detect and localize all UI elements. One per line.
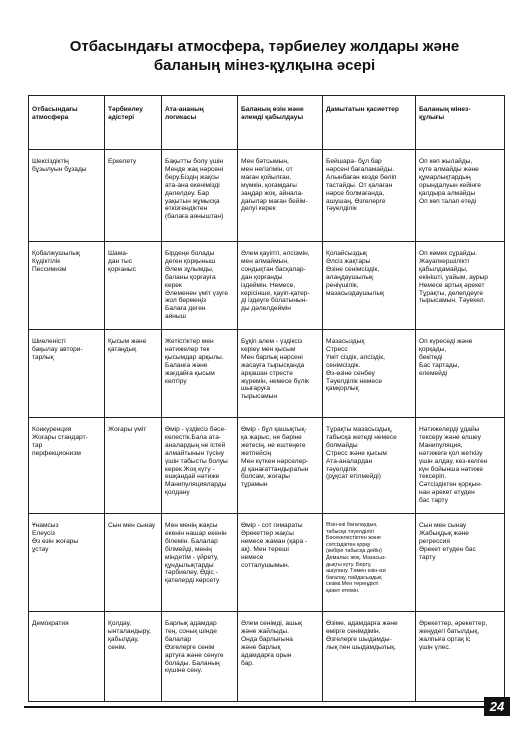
- cell-text-line: Демалыс жоқ. Мазасыз-: [326, 554, 387, 561]
- cell-text-line: немесе: [241, 553, 264, 561]
- cell-text-line: Менде жақ нәрсені: [165, 165, 224, 173]
- cell-text-line: алмайтынын түсіну: [165, 449, 225, 457]
- cell-text-line: тарту: [419, 553, 436, 561]
- cell-text-line: тырысамын: [241, 393, 278, 401]
- cell-text-line: регрессия: [419, 537, 450, 545]
- table-cell: [162, 330, 238, 418]
- cell-text-line: мазасыздаушылық: [326, 289, 384, 297]
- cell-text-line: қажет етемін.: [326, 587, 360, 594]
- cell-text-line: Бас тартады,: [419, 361, 460, 369]
- cell-text-line: жетпейсің: [241, 449, 272, 457]
- cell-text-line: Қолайсыздық: [326, 250, 367, 257]
- cell-text-line: Қобалжушылық: [32, 250, 80, 257]
- cell-text-line: керісінше, қауіп-қатер-: [241, 289, 310, 297]
- cell-text-line: Өмір - бұл қашықтық-: [241, 426, 307, 433]
- cell-text-line: орындалуын кейінге: [419, 181, 481, 189]
- column-header-line: Ата-ананың: [165, 106, 204, 113]
- table-cell: [162, 242, 238, 330]
- cell-text-line: Демократия: [32, 620, 69, 627]
- cell-text-line: Оп күреседі және: [419, 338, 473, 345]
- table-cell: [416, 330, 505, 418]
- table-cell: [29, 150, 105, 242]
- cell-text-line: сенім.: [108, 643, 127, 651]
- cell-text-line: нәтижеге қол жеткізу: [419, 449, 483, 457]
- cell-text-line: қа жарыс, не бәріне: [241, 433, 302, 441]
- cell-text-line: тәрбиелеу, Өдіс -: [165, 569, 218, 577]
- cell-text-line: қорғаныс: [108, 265, 136, 273]
- cell-text-line: ды дәлелдеймін: [241, 305, 291, 313]
- table-cell: [105, 418, 162, 514]
- cell-text-line: Оп көп жылайды,: [419, 158, 473, 165]
- cell-text-line: жол бермеңіз: [165, 297, 206, 305]
- cell-text-line: Тұрақты, делелдеуге: [419, 289, 484, 297]
- table-cell: [416, 612, 505, 702]
- cell-text-line: қабылдау,: [108, 635, 139, 643]
- table-cell: [323, 514, 416, 612]
- cell-text-line: беру.Біздің жақсы: [165, 173, 219, 181]
- cell-text-line: Өзіме, адамдарға және: [326, 620, 398, 627]
- column-header-line: әлемді қабылдауы: [241, 113, 304, 121]
- cell-text-line: және барлық: [241, 643, 281, 651]
- cell-text-line: Шама-: [108, 250, 129, 257]
- cell-text-line: іздеймін. Немесе,: [241, 281, 296, 289]
- table-cell: [162, 612, 238, 702]
- cell-text-line: сезімі.Мен тереңдікті: [326, 581, 379, 588]
- cell-text-line: Конкуренция: [32, 426, 72, 433]
- table-cell: [238, 514, 323, 612]
- cell-text-line: Мазасыздық: [326, 338, 365, 345]
- cell-text-line: дәлелдеу. Бар: [165, 189, 210, 197]
- cell-text-line: үшін табысты болуы: [165, 457, 228, 465]
- cell-text-line: білемін. Балалар: [165, 537, 218, 545]
- cell-text-line: күте алмайды және: [419, 165, 479, 173]
- cell-text-line: маған қойылған,: [241, 173, 292, 181]
- table-row: [29, 514, 505, 612]
- cell-text-line: болмайды: [326, 441, 358, 449]
- cell-text-line: Сын мен сынау: [108, 522, 156, 529]
- cell-text-line: Өзіне сенімсіздік,: [326, 265, 380, 273]
- cell-text-line: баланы қорғауға: [165, 273, 216, 281]
- table-cell: [162, 418, 238, 514]
- cell-text-line: бас тарту: [419, 497, 448, 505]
- column-header: [29, 96, 105, 150]
- cell-text-line: келтіру: [165, 377, 187, 385]
- cell-text-line: қабылдамайды,: [419, 265, 468, 273]
- table-cell: [29, 514, 105, 612]
- table-cell: [238, 418, 323, 514]
- cell-text-line: жүремін, немесе бүлік: [241, 377, 309, 385]
- cell-text-line: аналардың не істей: [165, 441, 226, 449]
- cell-text-line: Ата-аналардан: [326, 457, 373, 465]
- cell-text-line: Тәуелділік немесе: [326, 377, 383, 385]
- table-cell: [323, 150, 416, 242]
- cell-text-line: Пессимизм: [32, 265, 67, 273]
- cell-text-line: керіеу мен қысым: [241, 345, 296, 353]
- table-row: [29, 418, 505, 514]
- cell-text-line: Үміт сіздік, апсіздік,: [326, 353, 385, 361]
- table-cell: [105, 242, 162, 330]
- cell-text-line: (көбіре табысқа дейін): [326, 548, 382, 555]
- cell-text-line: реніүшілік,: [326, 281, 359, 289]
- table-row: [29, 330, 505, 418]
- cell-text-line: Мен күткен нәрселер-: [241, 457, 309, 465]
- cell-text-line: тәуелділік: [326, 205, 357, 213]
- cell-text-line: балалар: [165, 635, 191, 643]
- cell-text-line: болады. Баланың: [165, 659, 220, 667]
- table-row: [29, 612, 505, 702]
- cell-text-line: қолдану: [165, 489, 190, 497]
- cell-text-line: перфекционизм: [32, 449, 81, 457]
- cell-text-line: Шиеленісті: [32, 338, 66, 345]
- footer-rule: [24, 706, 484, 708]
- cell-text-line: ді қанағаттандыратын: [241, 465, 309, 473]
- cell-text-line: бағалау, пайдасыздық: [326, 574, 382, 581]
- cell-text-line: тұрамын: [241, 481, 268, 489]
- table-cell: [238, 330, 323, 418]
- column-header: [238, 96, 323, 150]
- cell-text-line: Бірдеңе болады: [165, 250, 215, 257]
- cell-text-line: күшіне сену.: [165, 667, 203, 675]
- table-cell: [238, 242, 323, 330]
- cell-text-line: Сәтсіздіктен қорқын-: [419, 481, 483, 489]
- cell-text-line: Оп көмек сұрайды.: [419, 250, 478, 257]
- cell-text-line: тексеру және елшеу: [419, 433, 481, 441]
- cell-text-line: бар.: [241, 659, 254, 667]
- table-cell: [416, 150, 505, 242]
- table-cell: [29, 418, 105, 514]
- cell-text-line: Немесе артық әрекет: [419, 281, 485, 289]
- cell-text-line: Жабықдық және: [419, 529, 469, 537]
- cell-text-line: Барлық адамдар: [165, 620, 217, 627]
- cell-text-line: Әрекеттер жақсы: [241, 529, 294, 537]
- cell-text-line: Стресс және қысым: [326, 449, 387, 457]
- cell-text-line: лық пен шыдамдылық.: [326, 643, 396, 651]
- cell-text-line: алаңдаушылық: [326, 273, 374, 281]
- cell-text-line: тырысамын. Тәуекел.: [419, 297, 486, 305]
- cell-text-line: Әрекет етуден бас: [419, 545, 476, 553]
- cell-text-line: Бәсекелестіктен және: [326, 535, 381, 542]
- column-header-line: логикасы: [165, 113, 197, 121]
- cell-text-line: мен негізгімін, от: [241, 165, 293, 173]
- cell-text-line: (рұқсат етілмейді): [326, 473, 381, 481]
- cell-text-line: Күдіктілік: [32, 257, 61, 265]
- table-cell: [105, 150, 162, 242]
- cell-text-line: Еркелету: [108, 158, 137, 165]
- table-cell: [416, 418, 505, 514]
- cell-text-line: Өзгелерге шыдамды-: [326, 635, 392, 643]
- cell-text-line: жағдайға қысым: [165, 369, 215, 377]
- cell-text-line: сенімсіздік.: [326, 361, 361, 369]
- cell-text-line: аяныш: [165, 313, 186, 321]
- cell-text-line: ешқандай нәтиже: [165, 473, 220, 481]
- cell-text-line: Әлсіз жақтары: [326, 257, 371, 265]
- cell-text-line: табысқа жетеді немесе: [326, 433, 397, 441]
- cell-text-line: тексеріп.: [419, 473, 447, 481]
- cell-text-line: Мен барлық нәрсені: [241, 353, 303, 361]
- cell-text-line: қатаңдық: [108, 345, 137, 353]
- cell-text-line: бұзылуын бұзады: [32, 165, 87, 173]
- cell-text-line: құндылықтарды: [165, 561, 214, 569]
- cell-text-line: және жайлыды.: [241, 627, 289, 635]
- cell-text-line: нәтижелер тек: [165, 345, 210, 353]
- cell-text-line: Манипуляцияларды: [165, 481, 227, 489]
- cell-text-line: қателерді көрсету: [165, 577, 220, 585]
- cell-text-line: Жетістіктер мен: [165, 338, 214, 345]
- column-header-line: Баланың өзін және: [241, 106, 304, 113]
- cell-text-line: міндетім - үйрету,: [165, 553, 219, 561]
- cell-text-line: Онда барлығына: [241, 635, 293, 643]
- column-header: [105, 96, 162, 150]
- table-cell: [29, 242, 105, 330]
- cell-text-line: Алынбаған кезде бөліп: [326, 173, 397, 181]
- cell-text-line: нәрсені бағаламайды.: [326, 165, 395, 173]
- cell-text-line: делуі керек: [241, 205, 276, 213]
- cell-text-line: дан қорғанды: [241, 273, 283, 281]
- cell-text-line: Өмір - сот гимараты: [241, 522, 303, 529]
- cell-text-line: Шексіздіктің: [32, 158, 69, 165]
- cell-text-line: Мен менің жақсы: [165, 522, 218, 529]
- table-cell: [323, 418, 416, 514]
- table-cell: [323, 242, 416, 330]
- cell-text-line: Өзгелерге сенім: [165, 643, 215, 651]
- cell-text-line: уақытын жұмысқа: [165, 197, 220, 205]
- cell-text-line: екенін нашар екенін: [165, 529, 227, 537]
- cell-text-line: күн бойынша нәтиже: [419, 465, 484, 473]
- cell-text-line: тар: [32, 441, 43, 449]
- cell-text-line: Қысым және: [108, 338, 147, 345]
- column-header: [162, 96, 238, 150]
- cell-text-line: Бейшара- бұл бар: [326, 158, 382, 165]
- cell-text-line: құмарлықтардың: [419, 173, 471, 181]
- column-header-line: Отбасындағы: [32, 106, 78, 113]
- cell-text-line: Әлем зұлымды,: [165, 265, 214, 273]
- cell-text-line: дағылар маған бейім-: [241, 197, 308, 205]
- cell-text-line: бекітеді: [419, 353, 443, 361]
- cell-text-line: тәуелділік: [326, 465, 357, 473]
- cell-text-line: дан тыс: [108, 257, 133, 265]
- cell-text-line: заңдар жоқ, айнала-: [241, 189, 304, 197]
- cell-text-line: қысымдар арқылы.: [165, 353, 224, 361]
- table-cell: [105, 330, 162, 418]
- table-cell: [162, 514, 238, 612]
- cell-text-line: жасауға тырысқанда: [241, 361, 305, 369]
- cell-text-line: ата-ана екенімізді: [165, 181, 220, 189]
- cell-text-line: нан әрекет етуден: [419, 489, 475, 497]
- cell-text-line: тең, сонық шінде: [165, 627, 217, 635]
- cell-text-line: Жоғары үміт: [108, 426, 147, 433]
- table-header-row: [29, 96, 505, 150]
- cell-text-line: Өзін-өзі бағалаудың: [326, 522, 377, 528]
- cell-text-line: қорқады,: [419, 345, 447, 353]
- cell-text-line: ұстау: [32, 545, 49, 553]
- cell-text-line: дықты күту. Берту,: [326, 561, 372, 568]
- table-body: [29, 150, 505, 702]
- cell-text-line: үшін үлес.: [419, 643, 451, 651]
- cell-text-line: тастайды. От қалаған: [326, 181, 393, 189]
- cell-text-line: Өмір - үздіксіз бәсе-: [165, 426, 227, 433]
- cell-text-line: өткізгендіктен: [165, 205, 208, 213]
- cell-text-line: қамқорлық: [326, 385, 359, 393]
- cell-text-line: бақылау автори-: [32, 345, 83, 353]
- cell-text-line: ашушаң, Өзгелерге: [326, 197, 386, 205]
- table-cell: [238, 150, 323, 242]
- column-header-line: әдістері: [108, 113, 135, 121]
- cell-text-line: Бақытты болу үшін: [165, 158, 224, 165]
- cell-text-line: ашулану. Төмен өзін-өзі: [326, 568, 386, 575]
- cell-text-line: Жауапкершілікті: [419, 257, 470, 265]
- cell-text-line: мүмкін, қоғамдағы: [241, 181, 297, 189]
- cell-text-line: ынталандыру,: [108, 627, 151, 635]
- cell-text-line: білмейді, менің: [165, 545, 212, 553]
- cell-text-line: екінішті, уайым, аурыр: [419, 273, 488, 281]
- cell-text-line: Балаға деген: [165, 305, 206, 313]
- table-cell: [416, 242, 505, 330]
- cell-text-line: мен алмаймын,: [241, 257, 289, 265]
- page-title: [20, 37, 509, 75]
- cell-text-line: жеңудегі батылдық,: [419, 627, 480, 635]
- table-cell: [105, 612, 162, 702]
- cell-text-line: Өз-өзіне сенбеу: [326, 369, 375, 377]
- comparison-table: [28, 95, 505, 702]
- cell-text-line: Баланға және: [165, 361, 208, 369]
- cell-text-line: артуға және сенуге: [165, 651, 224, 659]
- table-cell: [29, 612, 105, 702]
- cell-text-line: шығаруға: [241, 385, 271, 393]
- column-header: [416, 96, 505, 150]
- cell-text-line: Тұрақты мазасыздық,: [326, 426, 393, 433]
- cell-text-line: нәрсе болмағанда,: [326, 189, 385, 197]
- cell-text-line: Әрекеттер, әрекеттер,: [419, 620, 488, 627]
- cell-text-line: ақ). Мен тереші: [241, 545, 289, 553]
- page-number: 24: [484, 697, 510, 716]
- table-row: [29, 242, 505, 330]
- column-header: [323, 96, 416, 150]
- cell-text-line: (балаға аяныштан): [165, 213, 224, 221]
- cell-text-line: немесе жаман (қара -: [241, 537, 308, 545]
- page-title-line: Отбасындағы атмосфера, тәрбиелеу жолдары және: [69, 38, 460, 55]
- column-header-line: Тәрбиелеу: [108, 106, 143, 113]
- cell-text-line: Өз өзін жоғары: [32, 537, 79, 545]
- cell-text-line: Әлеменен үміт үзуге: [165, 289, 229, 297]
- cell-text-line: қалдыра алмайды: [419, 189, 476, 197]
- cell-text-line: үшін алдау, кез-келген: [419, 457, 488, 465]
- table-cell: [162, 150, 238, 242]
- cell-text-line: Әлем сенімді, ашық: [241, 620, 303, 627]
- cell-text-line: сотталушымын.: [241, 561, 290, 569]
- cell-text-line: керек.Жоқ күту -: [165, 465, 215, 473]
- cell-text-line: жалпыға ортақ іс: [419, 635, 471, 643]
- cell-text-line: ді іздеуге болатынын-: [241, 297, 308, 305]
- cell-text-line: жетесің, не ештеңеге: [241, 441, 306, 449]
- cell-text-line: Ұнамсыз: [32, 522, 59, 529]
- table-cell: [105, 514, 162, 612]
- cell-text-line: табысқа тәуелділігі: [326, 528, 374, 535]
- cell-text-line: Жоғары стандарт-: [32, 433, 88, 441]
- cell-text-line: Мен бәтсымын,: [241, 158, 289, 165]
- column-header-line: Баланың мінез-: [419, 106, 471, 113]
- cell-text-line: келестік.Бала ата-: [165, 433, 222, 441]
- cell-text-line: Стресс: [326, 345, 348, 353]
- cell-text-line: Елеусіз: [32, 529, 55, 537]
- table-cell: [323, 330, 416, 418]
- cell-text-line: Әлем қауіпті, әлсізмін,: [241, 250, 310, 257]
- page-title-line: баланың мінез-құлқына әсері: [153, 57, 376, 74]
- table-row: [29, 150, 505, 242]
- cell-text-line: Нәтижелерді ұдайы: [419, 426, 480, 433]
- cell-text-line: елемейді: [419, 369, 448, 377]
- cell-text-line: Оп көп талап етеді: [419, 197, 477, 205]
- cell-text-line: сәтсіздіктен қорқу: [326, 541, 371, 548]
- cell-text-line: өмірге сенімдімін.: [326, 627, 381, 635]
- table-cell: [29, 330, 105, 418]
- cell-text-line: арқашан стресте: [241, 369, 293, 377]
- cell-text-line: Сын мен сынау: [419, 522, 467, 529]
- cell-text-line: деген қорқыныш: [165, 257, 216, 265]
- column-header-line: құлығы: [419, 113, 445, 121]
- cell-text-line: болсам, жоғары: [241, 473, 290, 481]
- cell-text-line: Қолдау,: [108, 620, 132, 627]
- table-cell: [323, 612, 416, 702]
- cell-text-line: Бұқіп алем - үздіксіз: [241, 338, 303, 345]
- cell-text-line: керек: [165, 281, 182, 289]
- cell-text-line: тарлық: [32, 353, 54, 361]
- column-header-line: Дамытатын қасиеттер: [326, 106, 399, 113]
- table-cell: [416, 514, 505, 612]
- cell-text-line: адамдарға орын: [241, 651, 292, 659]
- cell-text-line: Манипуляция,: [419, 441, 463, 449]
- table-cell: [238, 612, 323, 702]
- cell-text-line: сондықтан басқалар-: [241, 265, 306, 273]
- column-header-line: атмосфера: [32, 113, 69, 121]
